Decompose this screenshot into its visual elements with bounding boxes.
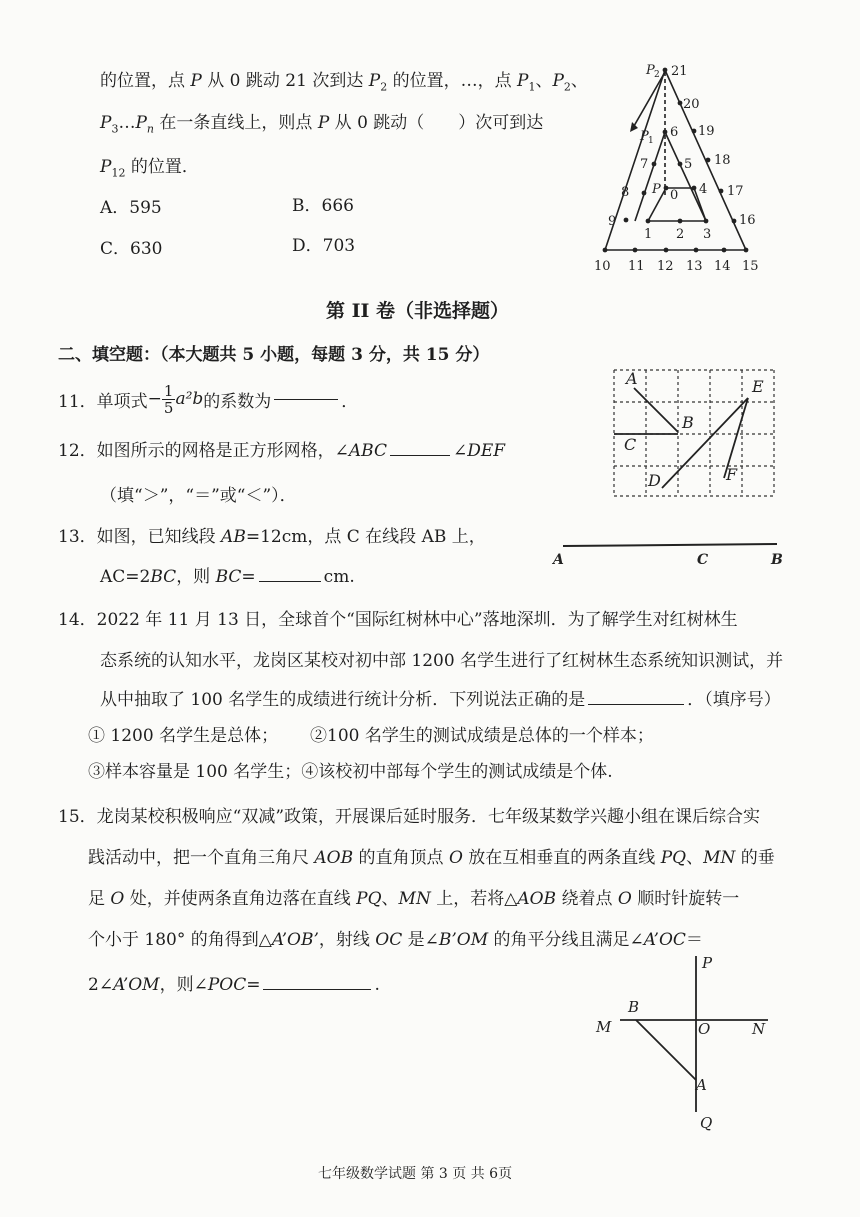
label-a: A: [626, 369, 638, 388]
text: 顺时针旋转一: [631, 889, 740, 909]
text: PQ: [660, 848, 687, 868]
text: 的位置，点: [100, 71, 191, 91]
text: 12: [111, 166, 126, 180]
label-3: 3: [703, 227, 712, 242]
text: O: [617, 889, 632, 909]
label-m: M: [596, 1018, 612, 1036]
section-heading: 二、填空题：（本大题共 5 小题，每题 3 分，共 15 分）: [58, 345, 490, 365]
text: AOB: [314, 848, 354, 868]
option-value: 630: [130, 239, 163, 259]
label-17: 17: [727, 184, 744, 199]
text: 2022 年 11 月 13 日，全球首个“国际红树林中心”落地深圳．为了解学生对红树林生: [96, 610, 738, 630]
text: 践活动中，把一个直角三角尺: [88, 848, 315, 868]
grid-figure: [606, 362, 782, 504]
text: A’OM: [113, 975, 160, 995]
option-label: A．: [100, 198, 130, 218]
text: ABC: [348, 441, 387, 461]
fraction-numerator: 1: [163, 381, 174, 400]
label-4: 4: [699, 182, 708, 197]
text: P: [135, 113, 147, 133]
label-e: E: [752, 377, 764, 396]
option-label: C．: [100, 239, 131, 259]
segment-figure: [545, 534, 795, 570]
text: MN: [398, 889, 431, 909]
text: BC: [150, 567, 177, 587]
question-number: 11．: [58, 391, 97, 412]
q10-option-c: [100, 234, 162, 259]
question-number: 12．: [58, 441, 97, 461]
text: =: [241, 567, 256, 587]
q14-line3: [100, 685, 781, 710]
option-value: 595: [129, 198, 162, 218]
text: 个小于 180° 的角得到△: [88, 930, 272, 950]
answer-blank[interactable]: [390, 454, 450, 456]
fraction: [162, 383, 176, 416]
label-5: 5: [684, 157, 693, 172]
text: cm.: [323, 567, 355, 587]
arrow-head-icon: [630, 122, 638, 132]
text: POC: [207, 975, 247, 995]
label-20: 20: [683, 97, 700, 112]
label-13: 13: [686, 259, 703, 274]
text: AC=2: [100, 567, 151, 587]
text: 如图所示的网格是正方形网格，∠: [96, 441, 349, 461]
text: ．: [341, 391, 359, 412]
fraction-denominator: 5: [163, 398, 174, 417]
option-label: B．: [292, 196, 322, 216]
label-n: N: [752, 1020, 766, 1038]
label-15: 15: [742, 259, 759, 274]
text: n: [146, 122, 154, 136]
q15-line4: [88, 925, 703, 950]
label-o: O: [698, 1020, 711, 1038]
q11: [58, 382, 358, 416]
answer-blank[interactable]: [274, 398, 338, 400]
label-p1: P: [640, 129, 649, 144]
text: 、: [535, 71, 553, 91]
text: 的直角顶点: [353, 848, 449, 868]
q10-option-b: [292, 191, 354, 216]
text: DEF: [467, 441, 506, 461]
hypotenuse-ab: [636, 1020, 696, 1080]
label-1: 1: [644, 227, 653, 242]
text: O: [110, 889, 125, 909]
text: 的位置．: [125, 157, 199, 177]
option-value: 666: [321, 196, 354, 216]
label-p1-sub: 1: [648, 136, 654, 146]
text: A’OB’: [271, 930, 319, 950]
label-c: C: [624, 435, 637, 454]
text: 2∠: [88, 975, 114, 995]
label-p: P: [702, 954, 713, 972]
label-d: D: [648, 471, 661, 490]
text: MN: [703, 848, 736, 868]
question-number: 14．: [58, 610, 97, 630]
text: =12cm，点 C 在线段 AB 上，: [245, 527, 486, 547]
page-footer: 七年级数学试题 第 3 页 共 6页: [318, 1166, 513, 1182]
text: 上，若将△: [430, 889, 518, 909]
label-14: 14: [714, 259, 731, 274]
q10-line1: [100, 66, 588, 93]
label-10: 10: [594, 259, 611, 274]
text: ，则: [176, 567, 216, 587]
text: 、: [686, 848, 704, 868]
text: ．（填序号）: [687, 690, 781, 710]
label-b: B: [628, 998, 640, 1016]
answer-blank[interactable]: [588, 703, 684, 705]
label-p2: P: [646, 63, 655, 78]
segment-ab: [563, 544, 777, 546]
text: AOB: [517, 889, 557, 909]
question-number: 13．: [58, 527, 97, 547]
q14-line2: 态系统的认知水平，龙岗区某校对初中部 1200 名学生进行了红树林生态系统知识测试，并: [100, 651, 784, 671]
text: A’OC: [643, 930, 686, 950]
label-b: B: [771, 552, 783, 568]
text: 的位置，…，点: [387, 71, 517, 91]
label-6: 6: [670, 125, 679, 140]
q15-line5: [88, 970, 380, 995]
text: 在一条直线上，则点: [154, 113, 318, 133]
text: ＝: [685, 930, 703, 950]
text: .: [374, 975, 380, 995]
answer-blank[interactable]: [259, 580, 321, 582]
q13-line2: [100, 562, 355, 587]
text: 2: [380, 80, 388, 94]
segment-ab: [634, 388, 678, 432]
text: 单项式: [96, 391, 148, 412]
expression: a²b: [175, 389, 204, 409]
q15-line2: [88, 843, 775, 868]
text: 从中抽取了 100 名学生的成绩进行统计分析．下列说法正确的是: [100, 690, 586, 710]
label-9: 9: [608, 214, 617, 229]
text: 足: [88, 889, 111, 909]
text: 是∠: [402, 930, 439, 950]
q15-line3: [88, 884, 739, 909]
text: BC: [215, 567, 242, 587]
text: 、: [381, 889, 399, 909]
text: P: [100, 157, 112, 177]
answer-blank[interactable]: [263, 988, 371, 990]
text: ，则∠: [159, 975, 208, 995]
text: PQ: [356, 889, 382, 909]
label-a: A: [696, 1076, 707, 1094]
label-7: 7: [640, 157, 649, 172]
label-p0: P: [652, 182, 661, 197]
q15-line1: [58, 802, 760, 827]
label-p2-sub: 2: [654, 70, 660, 80]
text: …: [118, 113, 136, 133]
q14-line1: [58, 605, 738, 630]
text: P: [552, 71, 564, 91]
text: 如图，已知线段: [96, 527, 222, 547]
label-b: B: [682, 413, 694, 432]
part2-title: 第 II 卷（非选择题）: [326, 300, 510, 322]
label-12: 12: [657, 259, 674, 274]
label-0: 0: [670, 188, 679, 203]
text: 1: [528, 80, 536, 94]
label-c: C: [697, 552, 709, 568]
text: P: [190, 71, 202, 91]
option-label: D．: [292, 236, 323, 256]
text: −: [147, 389, 162, 409]
triangle-figure: [588, 58, 778, 278]
mid-right-edge: [665, 132, 706, 221]
text: =: [246, 975, 261, 995]
q10-option-d: [292, 231, 355, 256]
text: 、: [570, 71, 588, 91]
q12-line2: （填“＞”，“＝”或“＜”）．: [100, 486, 297, 506]
text: ，射线: [318, 930, 376, 950]
q14-item2: ②100 名学生的测试成绩是总体的一个样本；: [310, 726, 654, 746]
text: P: [517, 71, 529, 91]
label-19: 19: [698, 124, 715, 139]
text: 绕着点: [556, 889, 618, 909]
label-21: 21: [671, 64, 688, 79]
text: 的垂: [735, 848, 775, 868]
text: 龙岗某校积极响应“双减”政策，开展课后延时服务．七年级某数学兴趣小组在课后综合实: [96, 807, 761, 827]
q10-line2: [100, 108, 543, 135]
label-2: 2: [676, 227, 685, 242]
q14-item1: ① 1200 名学生是总体；: [88, 726, 279, 746]
question-number: 15．: [58, 807, 97, 827]
text: P: [317, 113, 330, 133]
label-16: 16: [739, 213, 756, 228]
text: AB: [221, 527, 246, 547]
text: P: [100, 113, 112, 133]
q13-line1: [58, 522, 486, 547]
q12-line1: [58, 436, 505, 461]
label-a: A: [553, 552, 564, 568]
q14-item3: ③样本容量是 100 名学生；④该校初中部每个学生的测试成绩是个体.: [88, 762, 613, 782]
text: O: [448, 848, 463, 868]
text: 从 0 跳动 21 次到达: [201, 71, 369, 91]
label-q: Q: [700, 1114, 713, 1132]
text: 处，并使两条直角边落在直线: [124, 889, 357, 909]
text: 从 0 跳动（ ）次可到达: [329, 113, 544, 133]
q10-line3: [100, 152, 199, 179]
text: 的系数为: [203, 391, 272, 412]
text: 3: [111, 122, 119, 136]
text: 2: [563, 80, 571, 94]
label-f: F: [726, 465, 738, 484]
text: ∠: [452, 441, 468, 461]
text: OC: [375, 930, 403, 950]
label-18: 18: [714, 153, 731, 168]
label-11: 11: [628, 259, 645, 274]
rotation-figure: [592, 952, 782, 1134]
label-8: 8: [621, 185, 630, 200]
text: 的角平分线且满足∠: [488, 930, 644, 950]
text: B’OM: [438, 930, 489, 950]
text: 放在互相垂直的两条直线: [462, 848, 661, 868]
text: P: [368, 71, 381, 91]
q10-option-a: [100, 193, 162, 218]
option-value: 703: [322, 236, 356, 256]
